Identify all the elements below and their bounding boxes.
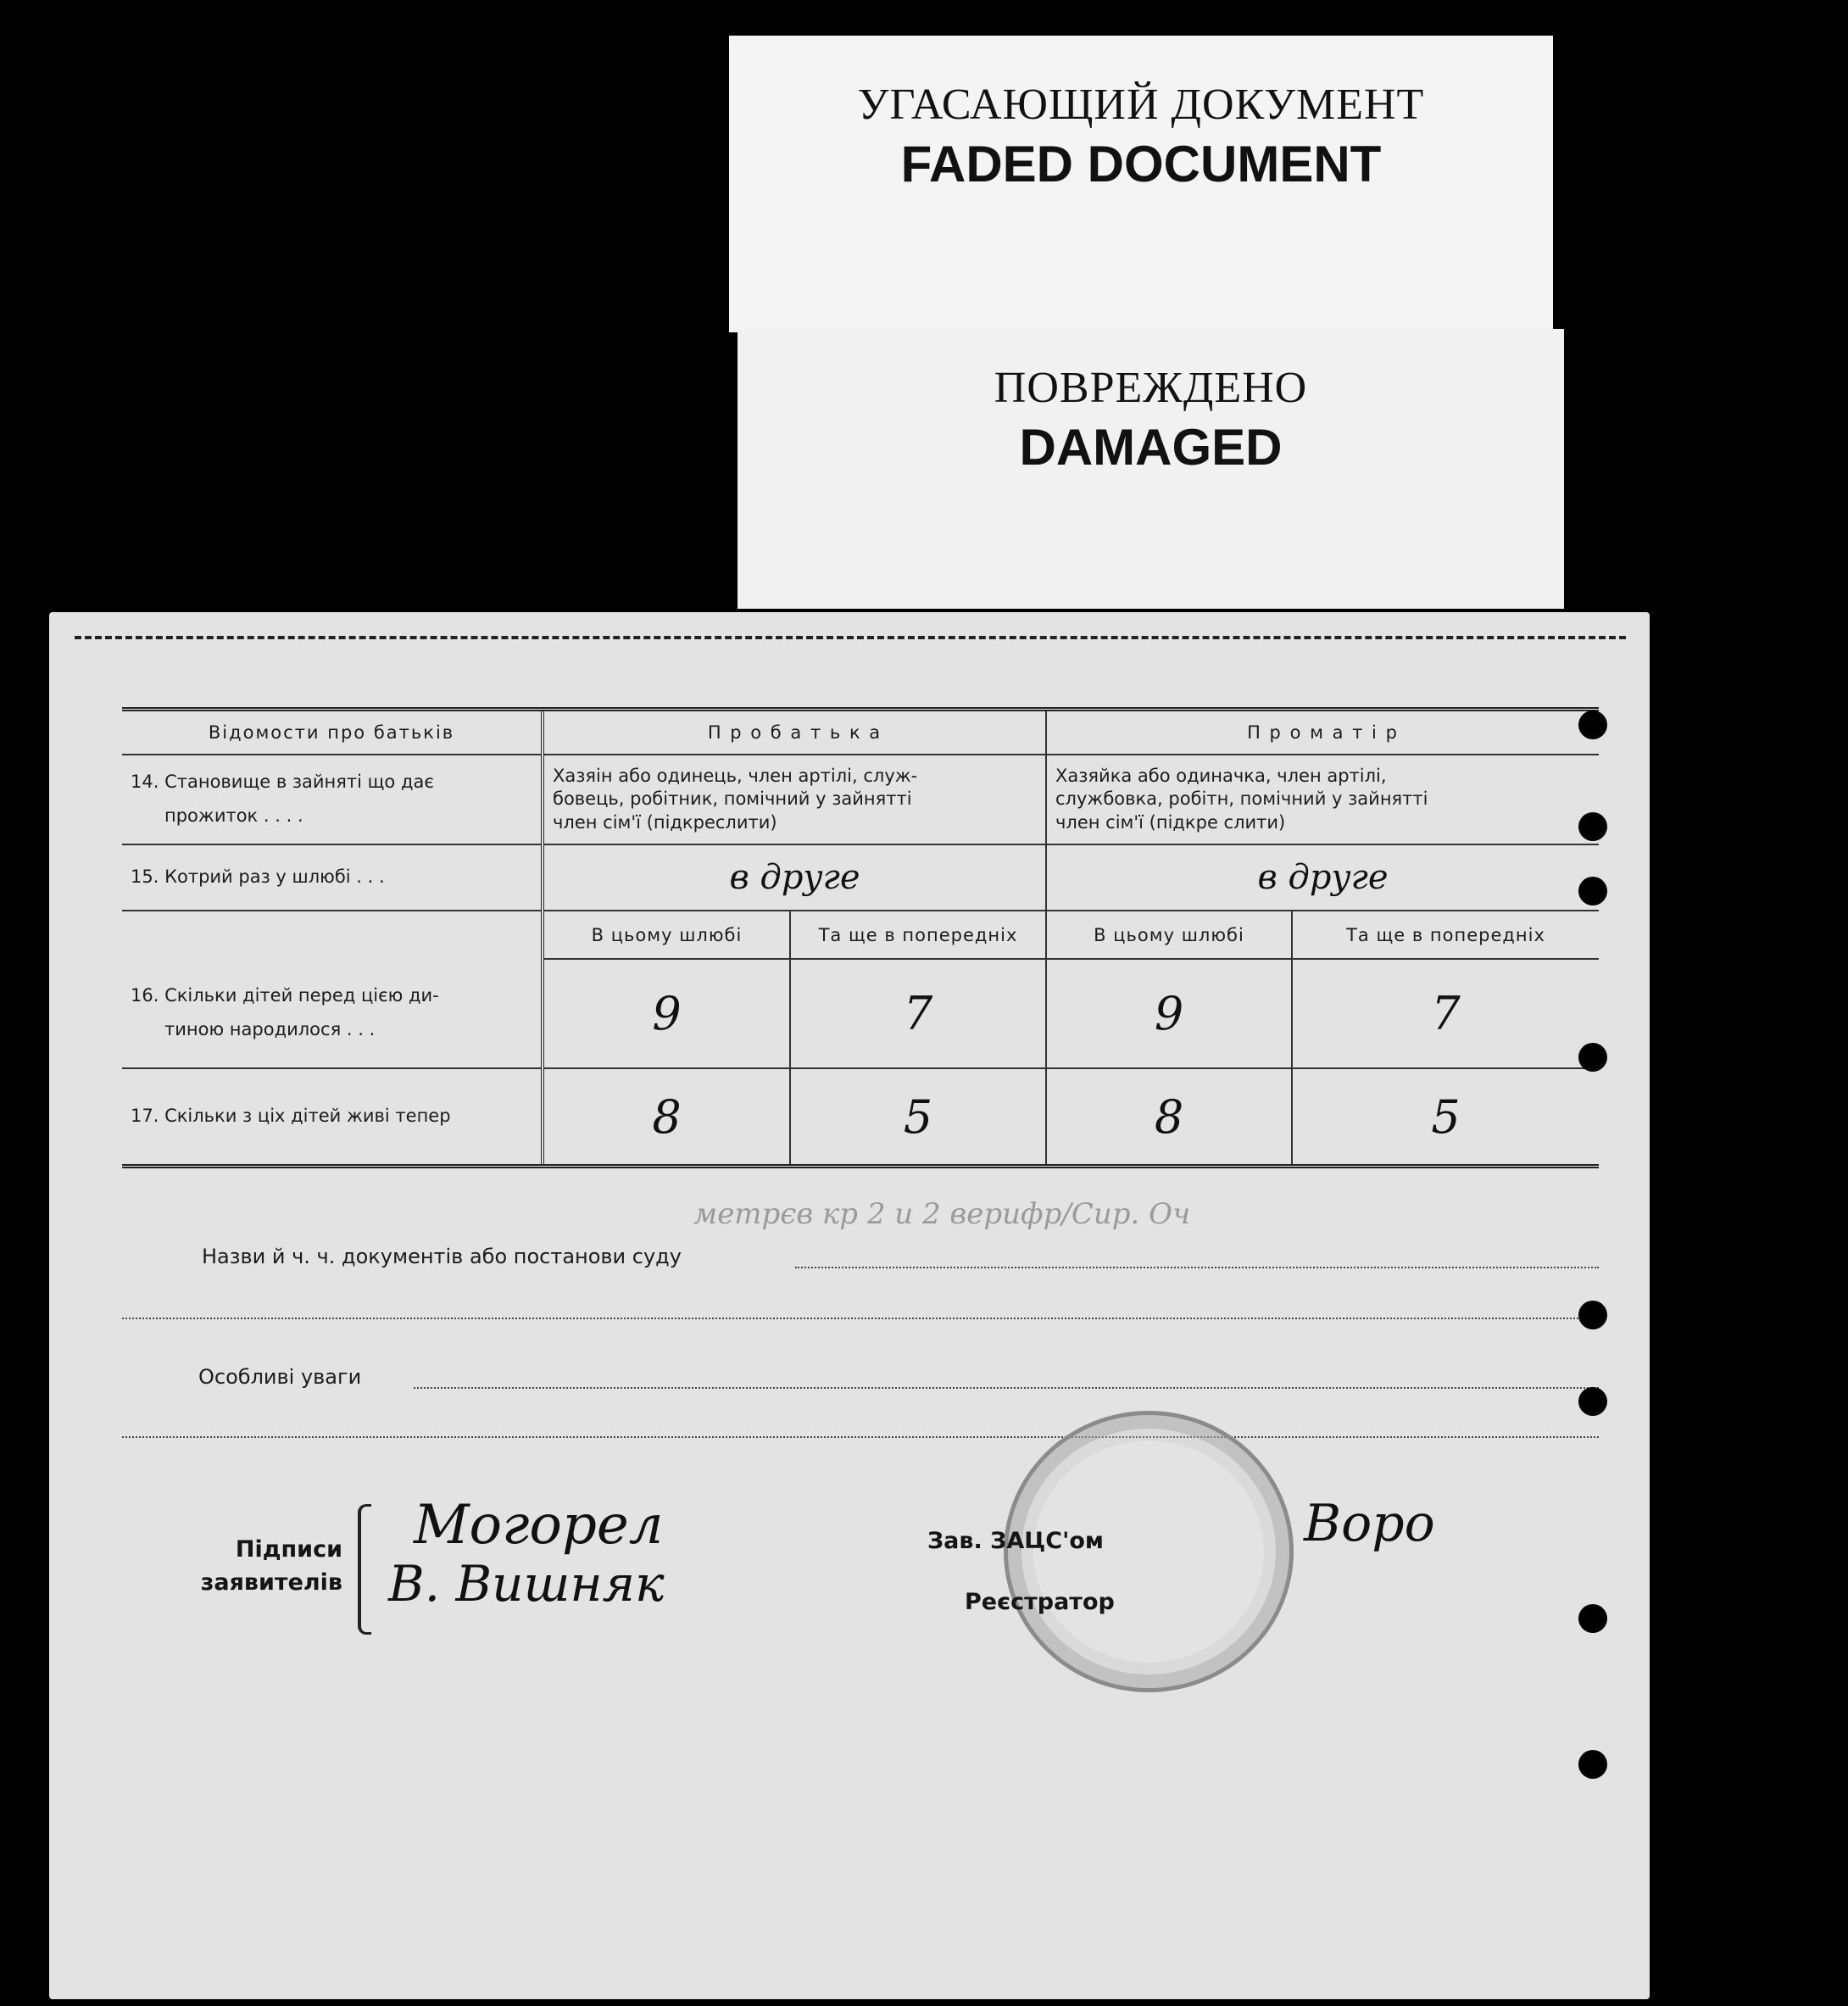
q16-father-previous: 7 <box>790 959 1046 1068</box>
row-16-subheader <box>122 911 1599 959</box>
notes-dotted-line <box>414 1387 1599 1389</box>
q14-mother-line1: Хазяйка або одиначка, член артілі, <box>1055 766 1387 787</box>
q16-label-line1: 16. Скільки дітей перед цією ди- <box>131 985 439 1006</box>
documents-dotted-line-2 <box>122 1318 1599 1319</box>
q14-label-line2: прожиток . . . . <box>164 805 303 826</box>
documents-label: Назви й ч. ч. документів або постанови суду <box>202 1245 682 1268</box>
q14-father-line1: Хазяін або одинець, член артілі, служ- <box>553 766 918 787</box>
head-signature: Воро <box>1304 1494 1435 1553</box>
signatures-label-line1: Підписи <box>235 1536 342 1563</box>
documents-dotted-line <box>795 1267 1599 1268</box>
punch-hole <box>1578 1387 1607 1416</box>
punch-hole <box>1578 812 1607 841</box>
q15-father-value: в друге <box>543 844 1046 911</box>
applicant-signature-1: Могорел <box>414 1494 664 1557</box>
q14-mother-line3: член сім'ї (підкре слити) <box>1055 811 1286 833</box>
parents-info-table <box>122 707 1599 1168</box>
q14-father-options <box>543 755 1046 844</box>
q17-mother-this: 8 <box>1046 1068 1292 1167</box>
q17-label: 17. Скільки з ціх дітей живі тепер <box>122 1068 543 1167</box>
q15-label: 15. Котрий раз у шлюбі . . . <box>122 844 543 911</box>
punch-hole <box>1578 1043 1607 1072</box>
q16-label <box>122 959 543 1068</box>
punch-hole <box>1578 710 1607 739</box>
q14-label-line1: 14. Становище в зайняті що дає <box>131 772 434 793</box>
subheader-father-this: В цьому шлюбі <box>543 911 790 959</box>
punch-hole <box>1578 877 1607 905</box>
damaged-label-en: DAMAGED <box>1019 419 1283 476</box>
head-of-registry-label: Зав. ЗАЦС'ом <box>927 1528 1104 1554</box>
row-14 <box>122 755 1599 844</box>
notes-dotted-line-2 <box>122 1436 1599 1438</box>
notes-label: Особливі уваги <box>198 1365 362 1389</box>
subheader-father-previous: Та ще в попередніх <box>790 911 1046 959</box>
header-mother: П р о м а т і р <box>1046 710 1599 755</box>
header-parents: Відомости про батьків <box>122 710 543 755</box>
perforation-line <box>75 636 1626 639</box>
faded-document-card <box>729 36 1553 332</box>
q16-mother-this: 9 <box>1046 959 1292 1068</box>
document-sheet <box>49 612 1650 1999</box>
q14-label <box>122 755 543 844</box>
faded-label-en: FADED DOCUMENT <box>900 136 1382 192</box>
applicant-signature-2: В. Вишняк <box>388 1555 665 1613</box>
punch-hole <box>1578 1750 1607 1779</box>
row-15 <box>122 844 1599 911</box>
punch-hole <box>1578 1301 1607 1329</box>
registrar-label: Реєстратор <box>965 1589 1115 1615</box>
q16-mother-previous: 7 <box>1292 959 1599 1068</box>
q16-label-line2: тиною народилося . . . <box>164 1019 376 1039</box>
punch-hole <box>1578 1604 1607 1633</box>
q17-father-previous: 5 <box>790 1068 1046 1167</box>
q14-father-line3: член сім'ї (підкреслити) <box>553 811 777 833</box>
faded-label-ru: УГАСАЮЩИЙ ДОКУМЕНТ <box>857 81 1425 129</box>
subheader-mother-this: В цьому шлюбі <box>1046 911 1292 959</box>
q16-father-this: 9 <box>543 959 790 1068</box>
header-father: П р о б а т ь к а <box>543 710 1046 755</box>
q17-father-this: 8 <box>543 1068 790 1167</box>
table-header-row <box>122 710 1599 755</box>
q14-mother-options <box>1046 755 1599 844</box>
row-17 <box>122 1068 1599 1167</box>
q17-mother-previous: 5 <box>1292 1068 1599 1167</box>
signatures-label <box>176 1533 342 1599</box>
signatures-brace <box>358 1504 371 1635</box>
q15-mother-value: в друге <box>1046 844 1599 911</box>
signatures-label-line2: заявителів <box>200 1569 342 1596</box>
damaged-card <box>738 329 1564 609</box>
q14-mother-line2: службовка, робітн, помічний у зайнятті <box>1055 788 1428 810</box>
q14-father-line2: бовець, робітник, помічний у зайнятті <box>553 788 912 810</box>
row-16 <box>122 959 1599 1068</box>
documents-pencil-note: метрєв кр 2 и 2 верифр/Сир. Оч <box>693 1197 1191 1231</box>
subheader-empty <box>122 911 543 959</box>
subheader-mother-previous: Та ще в попередніх <box>1292 911 1599 959</box>
damaged-label-ru: ПОВРЕЖДЕНО <box>994 364 1308 412</box>
